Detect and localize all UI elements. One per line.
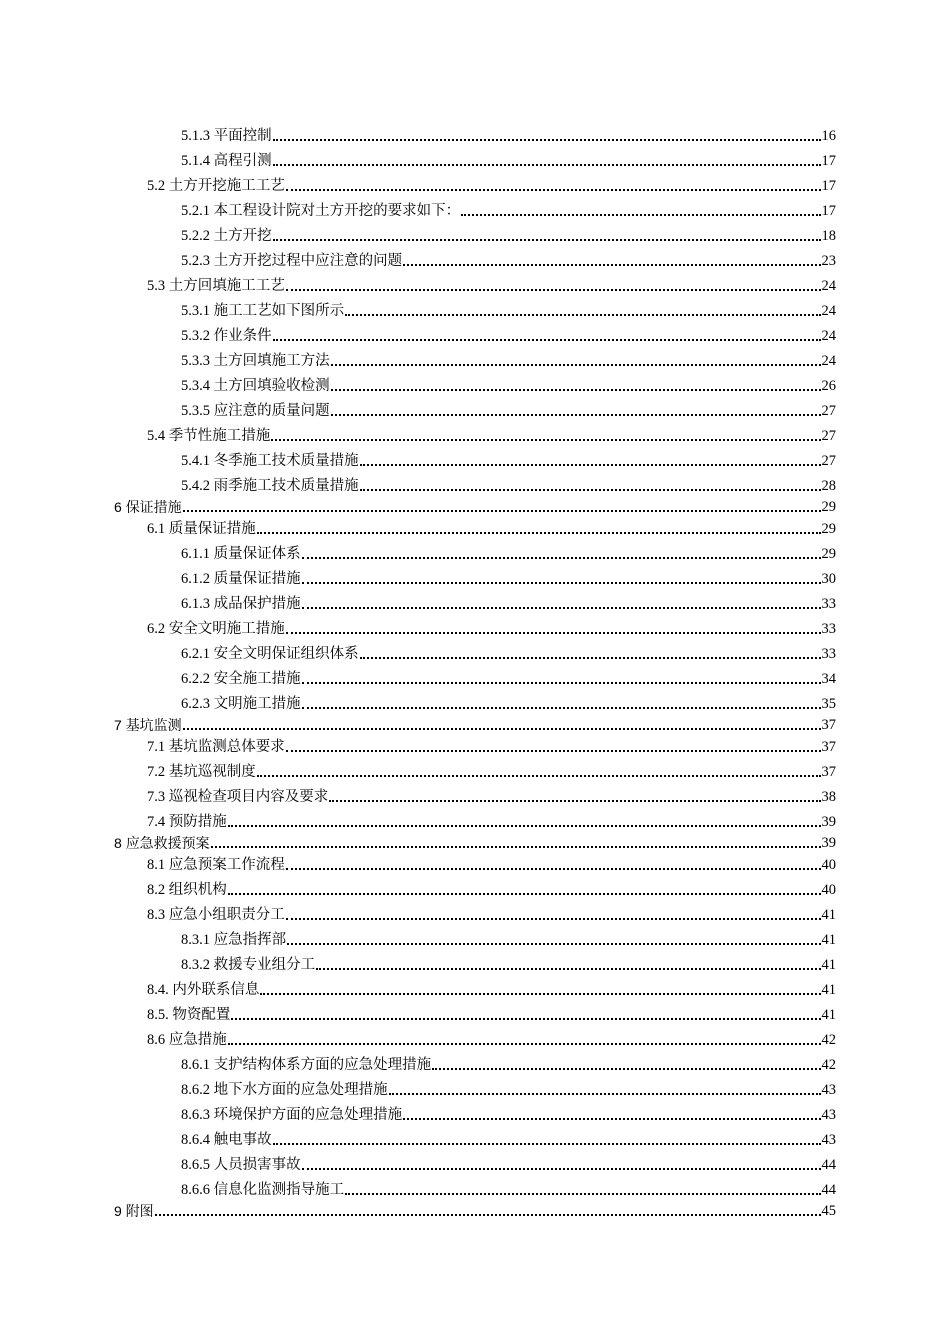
dot-leader bbox=[302, 582, 821, 584]
toc-entry[interactable] bbox=[114, 834, 836, 852]
toc-entry-title bbox=[181, 1106, 402, 1124]
toc-entry-page-number: 33 bbox=[821, 646, 836, 662]
toc-entry-title bbox=[181, 377, 330, 395]
toc-entry-number: 6.2.2 bbox=[181, 671, 210, 687]
toc-entry-title bbox=[181, 152, 272, 170]
toc-entry[interactable] bbox=[181, 956, 836, 974]
dot-leader bbox=[403, 1118, 820, 1120]
toc-entry-page-number: 27 bbox=[821, 453, 836, 469]
toc-entry-page-number: 37 bbox=[821, 764, 836, 780]
dot-leader bbox=[360, 489, 821, 491]
toc-entry-number: 8.6.1 bbox=[181, 1057, 210, 1073]
toc-entry-label: 高程引测 bbox=[213, 153, 272, 169]
toc-entry[interactable] bbox=[147, 763, 836, 781]
toc-entry-number: 5.3.3 bbox=[181, 353, 210, 369]
toc-entry[interactable] bbox=[147, 1031, 836, 1049]
toc-entry-number: 5.2.2 bbox=[181, 228, 210, 244]
toc-entry-title bbox=[181, 202, 460, 220]
toc-entry-number: 7.4 bbox=[147, 814, 166, 830]
toc-entry-number: 8.6.5 bbox=[181, 1157, 210, 1173]
toc-entry-page-number: 44 bbox=[821, 1157, 836, 1173]
toc-entry-title bbox=[147, 788, 328, 806]
toc-entry[interactable] bbox=[147, 856, 836, 874]
toc-entry-page-number: 38 bbox=[821, 789, 836, 805]
toc-entry-page-number: 37 bbox=[821, 739, 836, 755]
dot-leader bbox=[345, 314, 820, 316]
toc-entry[interactable] bbox=[181, 127, 836, 145]
toc-entry-label: 基坑监测 bbox=[125, 717, 182, 733]
toc-entry-number: 8.4. bbox=[147, 982, 169, 998]
toc-entry-title bbox=[181, 252, 402, 270]
toc-entry-title bbox=[181, 545, 301, 563]
toc-entry-label: 雨季施工技术质量措施 bbox=[213, 478, 359, 494]
toc-entry-number: 5.1.4 bbox=[181, 153, 210, 169]
toc-entry-page-number: 39 bbox=[821, 835, 836, 851]
toc-entry-label: 地下水方面的应急处理措施 bbox=[213, 1082, 388, 1098]
toc-entry-label: 应注意的质量问题 bbox=[213, 403, 330, 419]
toc-entry-label: 环境保护方面的应急处理措施 bbox=[213, 1107, 403, 1123]
toc-entry-label: 内外联系信息 bbox=[172, 982, 260, 998]
dot-leader bbox=[286, 918, 821, 920]
toc-entry-page-number: 26 bbox=[821, 378, 836, 394]
toc-entry-label: 本工程设计院对土方开挖的要求如下： bbox=[213, 203, 461, 219]
toc-entry[interactable] bbox=[181, 1106, 836, 1124]
toc-entry[interactable] bbox=[181, 152, 836, 170]
dot-leader bbox=[331, 414, 821, 416]
toc-entry-label: 文明施工措施 bbox=[213, 696, 301, 712]
toc-entry[interactable] bbox=[181, 645, 836, 663]
toc-entry-label: 冬季施工技术质量措施 bbox=[213, 453, 359, 469]
dot-leader bbox=[211, 846, 821, 848]
toc-entry-page-number: 27 bbox=[821, 428, 836, 444]
toc-entry-page-number: 42 bbox=[821, 1057, 836, 1073]
dot-leader bbox=[432, 1068, 820, 1070]
toc-entry-number: 6.2.1 bbox=[181, 646, 210, 662]
dot-leader bbox=[286, 632, 821, 634]
toc-entry-number: 5.2 bbox=[147, 178, 166, 194]
toc-entry-number: 5.4.2 bbox=[181, 478, 210, 494]
toc-entry[interactable] bbox=[181, 1131, 836, 1149]
toc-entry[interactable] bbox=[114, 716, 836, 734]
toc-entry-title bbox=[181, 1181, 344, 1199]
toc-entry-page-number: 17 bbox=[821, 178, 836, 194]
toc-entry[interactable] bbox=[181, 227, 836, 245]
toc-entry[interactable] bbox=[181, 570, 836, 588]
toc-entry-page-number: 33 bbox=[821, 596, 836, 612]
toc-entry[interactable] bbox=[181, 352, 836, 370]
toc-entry[interactable] bbox=[147, 981, 836, 999]
toc-entry-number: 6 bbox=[114, 499, 122, 515]
toc-entry-number: 8.6.6 bbox=[181, 1182, 210, 1198]
dot-leader bbox=[286, 189, 821, 191]
toc-entry-page-number: 27 bbox=[821, 403, 836, 419]
dot-leader bbox=[260, 993, 820, 995]
toc-entry-label: 成品保护措施 bbox=[213, 596, 301, 612]
toc-entry[interactable] bbox=[147, 427, 836, 445]
dot-leader bbox=[302, 1168, 821, 1170]
toc-entry-title bbox=[147, 177, 285, 195]
toc-entry-page-number: 41 bbox=[821, 907, 836, 923]
dot-leader bbox=[286, 868, 821, 870]
toc-entry-number: 8.6 bbox=[147, 1032, 166, 1048]
toc-entry-page-number: 41 bbox=[821, 1007, 836, 1023]
dot-leader bbox=[331, 364, 821, 366]
toc-entry-page-number: 35 bbox=[821, 696, 836, 712]
toc-entry-label: 信息化监测指导施工 bbox=[213, 1182, 345, 1198]
toc-entry-title bbox=[181, 1081, 388, 1099]
toc-entry-title bbox=[181, 327, 272, 345]
toc-entry-label: 安全文明施工措施 bbox=[168, 621, 285, 637]
toc-entry-title bbox=[181, 1156, 301, 1174]
toc-entry-label: 救援专业组分工 bbox=[213, 957, 316, 973]
toc-entry[interactable] bbox=[181, 477, 836, 495]
toc-entry-number: 7 bbox=[114, 717, 122, 733]
dot-leader bbox=[286, 289, 821, 291]
dot-leader bbox=[345, 1193, 820, 1195]
dot-leader bbox=[228, 1043, 821, 1045]
dot-leader bbox=[360, 464, 821, 466]
toc-entry-title bbox=[181, 1131, 272, 1149]
toc-entry-page-number: 43 bbox=[821, 1082, 836, 1098]
toc-entry-title bbox=[181, 452, 359, 470]
toc-entry-page-number: 41 bbox=[821, 957, 836, 973]
toc-entry[interactable] bbox=[147, 738, 836, 756]
toc-entry-page-number: 39 bbox=[821, 814, 836, 830]
toc-entry[interactable] bbox=[181, 595, 836, 613]
toc-entry[interactable] bbox=[181, 327, 836, 345]
toc-entry-label: 土方回填施工方法 bbox=[213, 353, 330, 369]
toc-entry-title bbox=[181, 931, 286, 949]
dot-leader bbox=[287, 943, 820, 945]
toc-entry-label: 应急指挥部 bbox=[213, 932, 287, 948]
toc-entry-label: 施工工艺如下图所示 bbox=[213, 303, 345, 319]
toc-entry-label: 安全施工措施 bbox=[213, 671, 301, 687]
toc-entry-page-number: 41 bbox=[821, 932, 836, 948]
toc-entry[interactable] bbox=[181, 302, 836, 320]
toc-entry[interactable] bbox=[114, 1202, 836, 1220]
toc-entry-page-number: 29 bbox=[821, 521, 836, 537]
toc-entry-number: 5.3.5 bbox=[181, 403, 210, 419]
toc-entry-number: 8.2 bbox=[147, 882, 166, 898]
toc-entry-label: 基坑监测总体要求 bbox=[168, 739, 285, 755]
toc-entry-number: 7.1 bbox=[147, 739, 166, 755]
toc-entry[interactable] bbox=[147, 906, 836, 924]
toc-entry-number: 5.1.3 bbox=[181, 128, 210, 144]
toc-entry-number: 8.6.3 bbox=[181, 1107, 210, 1123]
dot-leader bbox=[331, 389, 821, 391]
toc-entry-page-number: 44 bbox=[821, 1182, 836, 1198]
dot-leader bbox=[302, 557, 821, 559]
toc-entry-label: 巡视检查项目内容及要求 bbox=[168, 789, 329, 805]
toc-entry-page-number: 18 bbox=[821, 228, 836, 244]
toc-entry-number: 8.1 bbox=[147, 857, 166, 873]
toc-entry-page-number: 43 bbox=[821, 1132, 836, 1148]
dot-leader bbox=[360, 657, 821, 659]
toc-entry-page-number: 17 bbox=[821, 153, 836, 169]
toc-entry-number: 8.6.2 bbox=[181, 1082, 210, 1098]
toc-entry[interactable] bbox=[147, 177, 836, 195]
toc-entry-title bbox=[147, 620, 285, 638]
toc-entry-label: 土方开挖过程中应注意的问题 bbox=[213, 253, 403, 269]
toc-entry-title bbox=[181, 645, 359, 663]
toc-entry-title bbox=[147, 1031, 227, 1049]
toc-entry-title bbox=[181, 956, 315, 974]
toc-entry-title bbox=[181, 227, 272, 245]
toc-entry-number: 5.3.2 bbox=[181, 328, 210, 344]
toc-entry-label: 应急措施 bbox=[168, 1032, 227, 1048]
toc-entry-page-number: 41 bbox=[821, 982, 836, 998]
toc-entry[interactable] bbox=[147, 813, 836, 831]
toc-entry-number: 5.3.1 bbox=[181, 303, 210, 319]
toc-entry-number: 6.2.3 bbox=[181, 696, 210, 712]
toc-entry[interactable] bbox=[147, 881, 836, 899]
toc-entry[interactable] bbox=[181, 452, 836, 470]
toc-entry-label: 土方开挖 bbox=[213, 228, 272, 244]
toc-entry-label: 平面控制 bbox=[213, 128, 272, 144]
dot-leader bbox=[389, 1093, 821, 1095]
toc-entry-title bbox=[147, 881, 227, 899]
toc-entry-number: 5.2.3 bbox=[181, 253, 210, 269]
toc-entry-page-number: 16 bbox=[821, 128, 836, 144]
dot-leader bbox=[273, 339, 821, 341]
toc-entry-title bbox=[147, 763, 256, 781]
toc-entry-number: 8.5. bbox=[147, 1007, 169, 1023]
toc-entry-number: 6.2 bbox=[147, 621, 166, 637]
toc-entry-title bbox=[181, 477, 359, 495]
toc-entry[interactable] bbox=[181, 670, 836, 688]
dot-leader bbox=[273, 239, 821, 241]
toc-entry-label: 物资配置 bbox=[172, 1007, 231, 1023]
toc-entry-number: 6.1.2 bbox=[181, 571, 210, 587]
toc-entry[interactable] bbox=[181, 695, 836, 713]
toc-entry-page-number: 40 bbox=[821, 857, 836, 873]
dot-leader bbox=[273, 164, 821, 166]
toc-entry-number: 8.6.4 bbox=[181, 1132, 210, 1148]
toc-entry-label: 应急预案工作流程 bbox=[168, 857, 285, 873]
toc-entry-page-number: 24 bbox=[821, 303, 836, 319]
dot-leader bbox=[183, 728, 821, 730]
toc-entry[interactable] bbox=[181, 202, 836, 220]
toc-entry-title bbox=[181, 402, 330, 420]
dot-leader bbox=[228, 825, 821, 827]
dot-leader bbox=[302, 682, 821, 684]
toc-entry-label: 应急救援预案 bbox=[125, 835, 210, 851]
dot-leader bbox=[183, 510, 821, 512]
toc-entry-number: 6.1.1 bbox=[181, 546, 210, 562]
toc-entry-label: 附图 bbox=[125, 1203, 154, 1219]
dot-leader bbox=[257, 532, 821, 534]
toc-entry-number: 8.3.2 bbox=[181, 957, 210, 973]
toc-entry-label: 土方开挖施工工艺 bbox=[168, 178, 285, 194]
toc-entry[interactable] bbox=[181, 377, 836, 395]
dot-leader bbox=[461, 214, 820, 216]
toc-entry-label: 土方回填施工工艺 bbox=[168, 278, 285, 294]
toc-entry-label: 预防措施 bbox=[168, 814, 227, 830]
dot-leader bbox=[273, 1143, 821, 1145]
toc-entry[interactable] bbox=[181, 1156, 836, 1174]
toc-entry-number: 7.3 bbox=[147, 789, 166, 805]
toc-entry-title bbox=[114, 498, 182, 516]
toc-entry-title bbox=[114, 1202, 154, 1220]
toc-entry-page-number: 34 bbox=[821, 671, 836, 687]
toc-entry-label: 组织机构 bbox=[168, 882, 227, 898]
toc-entry-page-number: 45 bbox=[821, 1203, 836, 1219]
toc-entry[interactable] bbox=[181, 1056, 836, 1074]
toc-entry-title bbox=[181, 595, 301, 613]
toc-entry[interactable] bbox=[147, 620, 836, 638]
toc-entry-number: 8.3.1 bbox=[181, 932, 210, 948]
dot-leader bbox=[155, 1214, 821, 1216]
toc-entry-page-number: 29 bbox=[821, 499, 836, 515]
toc-entry-page-number: 33 bbox=[821, 621, 836, 637]
toc-entry-label: 应急小组职责分工 bbox=[168, 907, 285, 923]
toc-entry-title bbox=[147, 520, 256, 538]
toc-entry[interactable] bbox=[181, 252, 836, 270]
toc-entry-title bbox=[181, 1056, 431, 1074]
toc-entry-label: 质量保证措施 bbox=[168, 521, 256, 537]
toc-entry-title bbox=[181, 570, 301, 588]
toc-entry-number: 5.3.4 bbox=[181, 378, 210, 394]
toc-entry-page-number: 28 bbox=[821, 478, 836, 494]
toc-entry-page-number: 42 bbox=[821, 1032, 836, 1048]
toc-entry-number: 7.2 bbox=[147, 764, 166, 780]
dot-leader bbox=[329, 800, 820, 802]
toc-entry-label: 土方回填验收检测 bbox=[213, 378, 330, 394]
dot-leader bbox=[403, 264, 820, 266]
toc-entry-title bbox=[147, 1006, 230, 1024]
toc-entry-title bbox=[181, 670, 301, 688]
toc-entry-page-number: 17 bbox=[821, 203, 836, 219]
dot-leader bbox=[302, 607, 821, 609]
toc-entry-label: 触电事故 bbox=[213, 1132, 272, 1148]
toc-entry-title bbox=[147, 906, 285, 924]
toc-entry[interactable] bbox=[147, 277, 836, 295]
toc-entry[interactable] bbox=[147, 520, 836, 538]
toc-entry-page-number: 24 bbox=[821, 328, 836, 344]
toc-entry[interactable] bbox=[181, 1081, 836, 1099]
toc-entry[interactable] bbox=[181, 1181, 836, 1199]
dot-leader bbox=[302, 707, 821, 709]
dot-leader bbox=[228, 893, 821, 895]
toc-entry-page-number: 40 bbox=[821, 882, 836, 898]
dot-leader bbox=[316, 968, 820, 970]
toc-entry-number: 8 bbox=[114, 835, 122, 851]
toc-entry-number: 9 bbox=[114, 1203, 122, 1219]
toc-entry-label: 安全文明保证组织体系 bbox=[213, 646, 359, 662]
toc-entry-number: 5.2.1 bbox=[181, 203, 210, 219]
toc-entry-title bbox=[181, 127, 272, 145]
dot-leader bbox=[273, 139, 821, 141]
toc-entry-label: 基坑巡视制度 bbox=[168, 764, 256, 780]
toc-entry-label: 支护结构体系方面的应急处理措施 bbox=[213, 1057, 432, 1073]
toc-entry-number: 5.4 bbox=[147, 428, 166, 444]
toc-entry-title bbox=[181, 695, 301, 713]
toc-entry-title bbox=[181, 302, 344, 320]
toc-entry-page-number: 24 bbox=[821, 278, 836, 294]
toc-entry-number: 8.3 bbox=[147, 907, 166, 923]
toc-entry-page-number: 30 bbox=[821, 571, 836, 587]
dot-leader bbox=[231, 1018, 820, 1020]
toc-entry-label: 保证措施 bbox=[125, 499, 182, 515]
toc-entry-page-number: 37 bbox=[821, 717, 836, 733]
toc-entry-number: 5.4.1 bbox=[181, 453, 210, 469]
toc-entry[interactable] bbox=[114, 498, 836, 516]
toc-entry-title bbox=[147, 277, 285, 295]
toc-entry-title bbox=[147, 738, 285, 756]
toc-entry-label: 质量保证体系 bbox=[213, 546, 301, 562]
toc-entry[interactable] bbox=[181, 402, 836, 420]
toc-entry-title bbox=[147, 981, 259, 999]
toc-entry-page-number: 29 bbox=[821, 546, 836, 562]
toc-entry-page-number: 43 bbox=[821, 1107, 836, 1123]
dot-leader bbox=[257, 775, 821, 777]
toc-entry-title bbox=[114, 716, 182, 734]
toc-entry-title bbox=[147, 856, 285, 874]
toc-entry-page-number: 24 bbox=[821, 353, 836, 369]
toc-entry-page-number: 23 bbox=[821, 253, 836, 269]
toc-entry[interactable] bbox=[147, 788, 836, 806]
dot-leader bbox=[271, 439, 820, 441]
toc-entry-number: 6.1.3 bbox=[181, 596, 210, 612]
toc-entry-title bbox=[181, 352, 330, 370]
toc-entry-title bbox=[114, 834, 210, 852]
toc-entry-number: 5.3 bbox=[147, 278, 166, 294]
toc-entry-label: 质量保证措施 bbox=[213, 571, 301, 587]
toc-entry-label: 作业条件 bbox=[213, 328, 272, 344]
toc-entry[interactable] bbox=[181, 931, 836, 949]
toc-entry[interactable] bbox=[181, 545, 836, 563]
toc-entry-number: 6.1 bbox=[147, 521, 166, 537]
toc-entry-label: 季节性施工措施 bbox=[168, 428, 271, 444]
toc-entry-title bbox=[147, 813, 227, 831]
toc-entry[interactable] bbox=[147, 1006, 836, 1024]
toc-entry-title bbox=[147, 427, 270, 445]
dot-leader bbox=[286, 750, 821, 752]
toc-entry-label: 人员损害事故 bbox=[213, 1157, 301, 1173]
